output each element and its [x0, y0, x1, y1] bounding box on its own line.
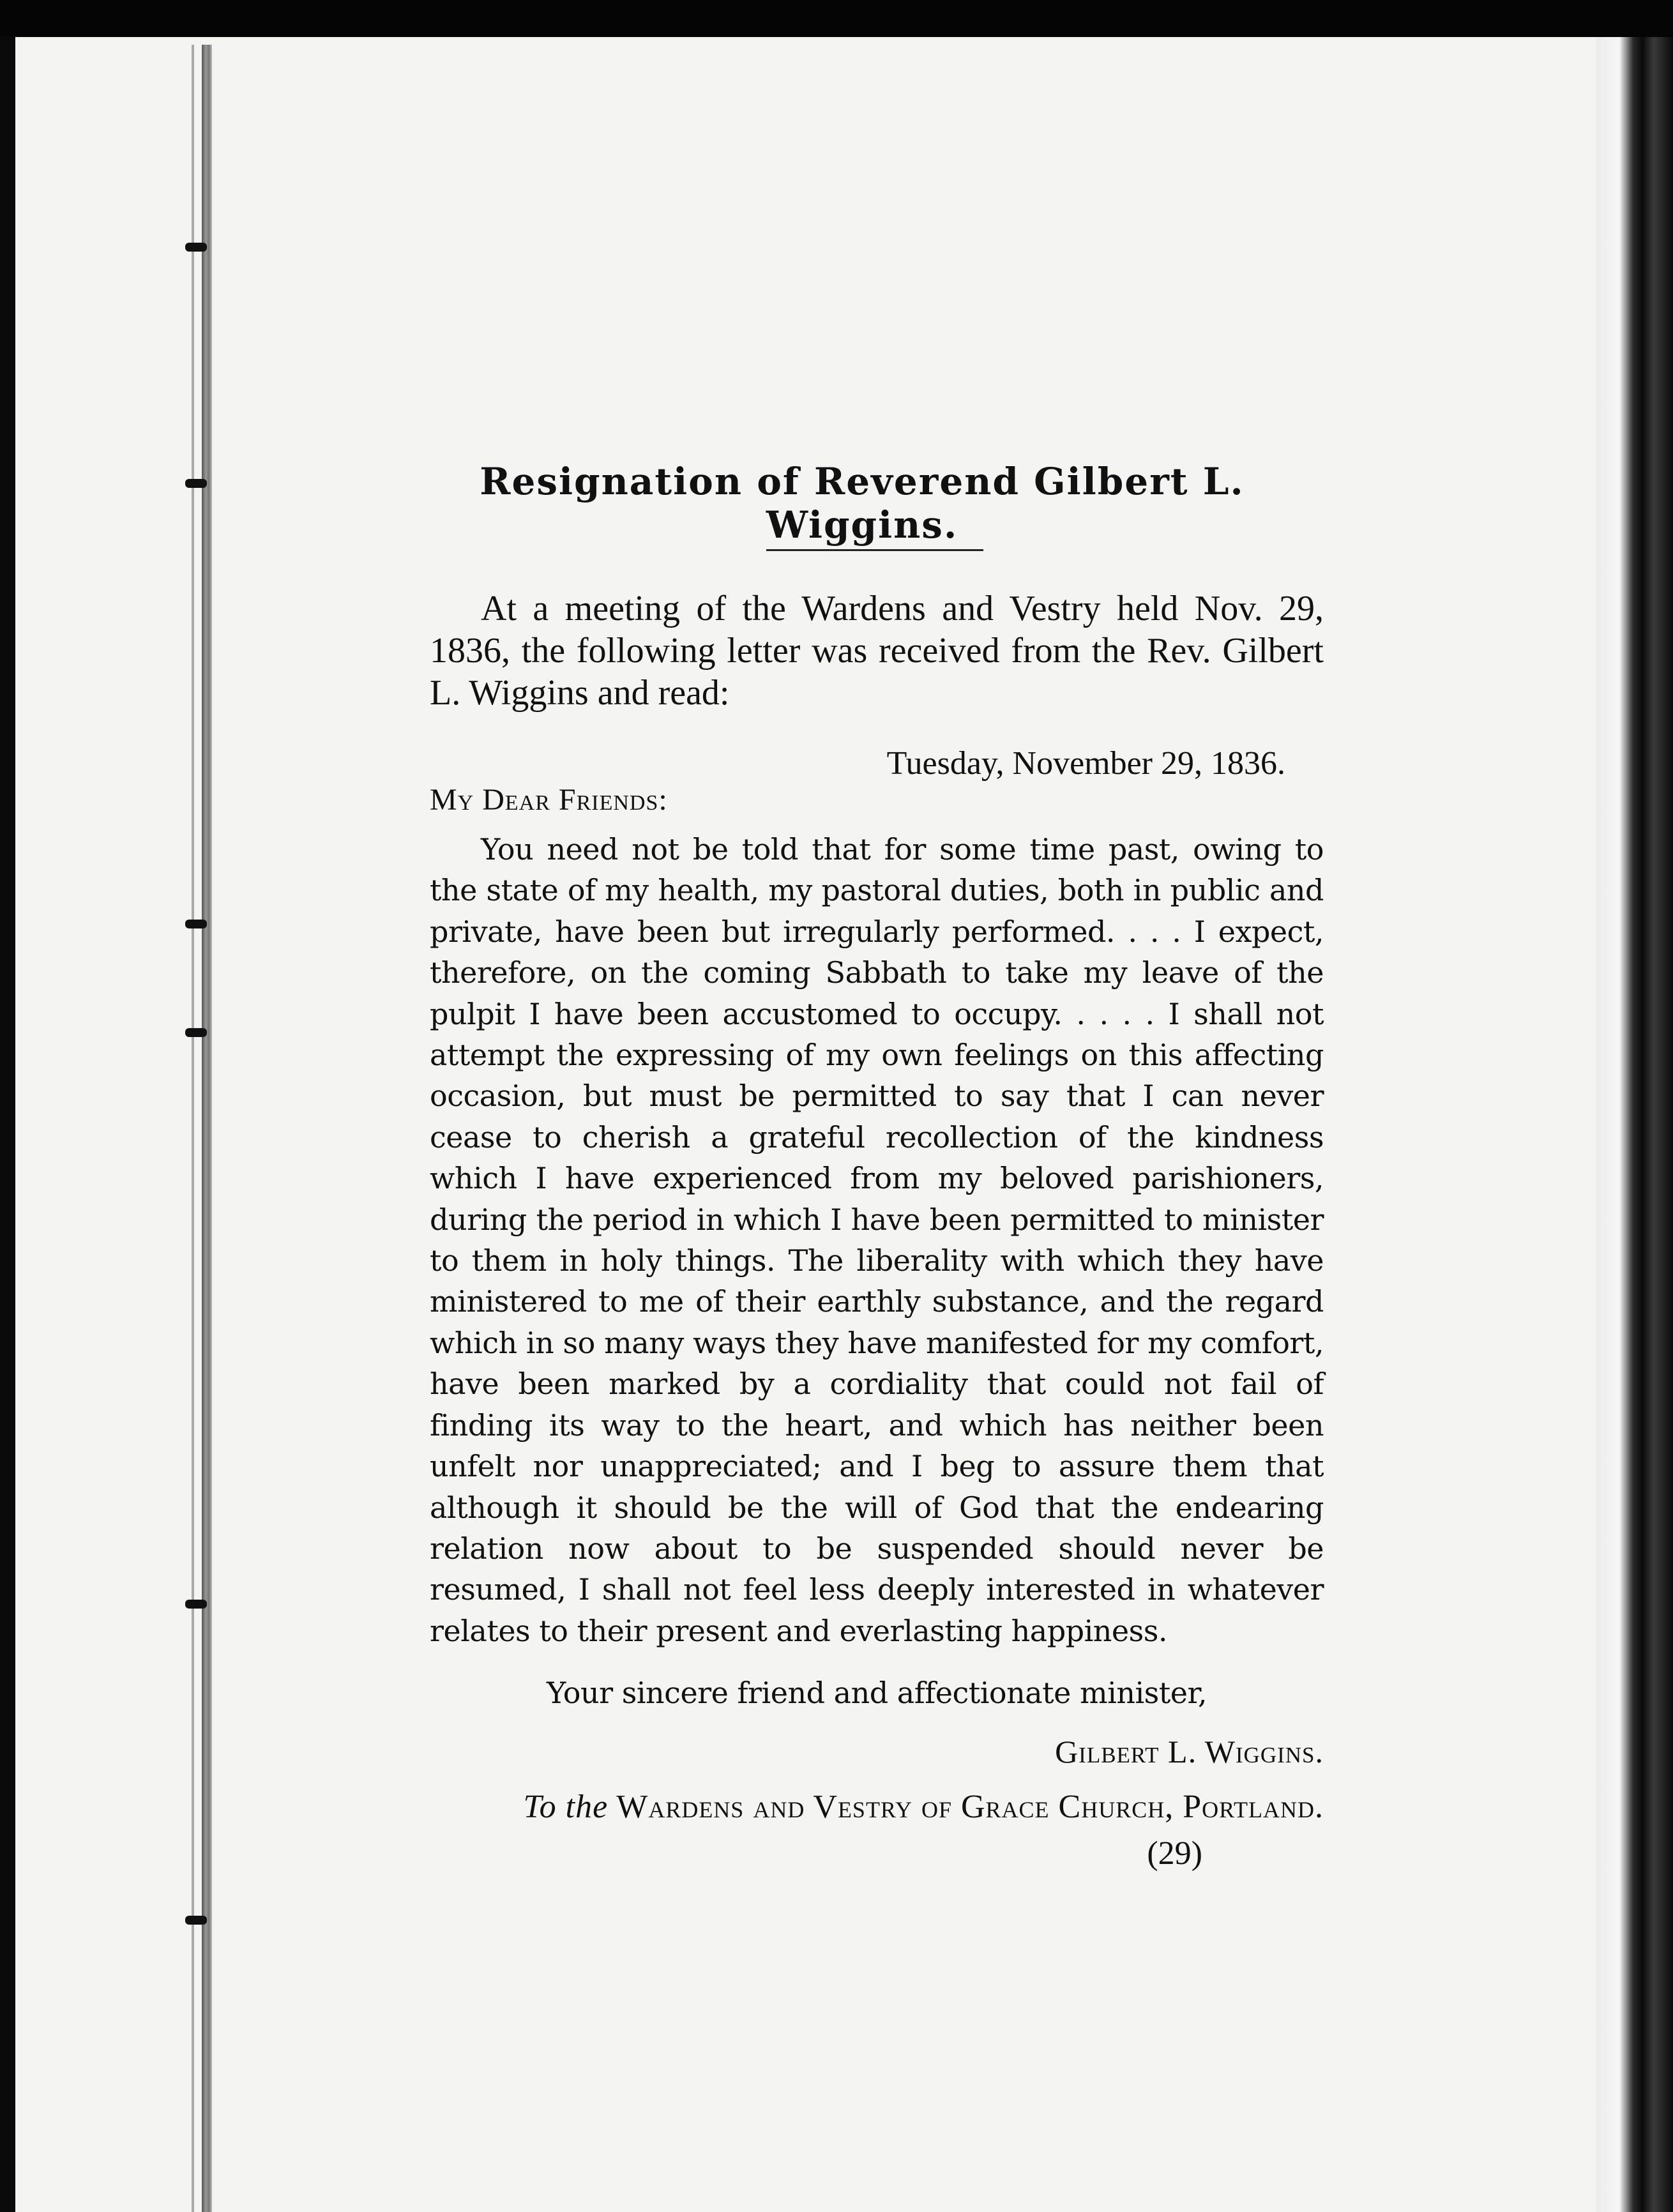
- letter-date: Tuesday, November 29, 1836.: [886, 745, 1285, 782]
- document-text: [430, 587, 1324, 1872]
- binding-stitch: [185, 920, 207, 928]
- letter-body: You need not be told that for some time past, owing to the state of my health, my pastoral duties, both in public and private, have been but irregularly performed. . . . I expect, therefore, on the coming Sabbath to take my leave of the pulpit I have been accustomed to occupy. . . . . I shall not attempt the expressing of my own feelings on this affecting occasion, but must be permitted to say that I can never cease to cherish a grateful recollection of the kindness which I have experienced from my beloved parishioners, during the period in which I have been permitted to minister to them in holy things. The liberality with which they have ministered to me of their earthly substance, and the regard which in so many ways they have manifested for my comfort, have been marked by a cordiality that could not fail of finding its way to the heart, and which has neither been unfelt nor unappreciated; and I beg to assure them that although it should be the will of God that the endearing relation now about to be suspended should never be resumed, I shall not feel less deeply interested in whatever relates to their present and everlasting happiness.: [430, 832, 1324, 1648]
- binding-stitch: [185, 1600, 207, 1609]
- title-divider: [766, 549, 983, 551]
- addressee-prefix: To the: [523, 1789, 609, 1826]
- binding-stitch: [185, 479, 207, 488]
- top-scan-border: [0, 0, 1673, 37]
- letter-signature: Gilbert L. Wiggins.: [1055, 1734, 1324, 1770]
- page-number: (29): [1147, 1835, 1202, 1872]
- page-title: Resignation of Reverend Gilbert L. Wiggins.: [480, 460, 1245, 547]
- letter-salutation: My Dear Friends:: [430, 783, 668, 817]
- binding-spine: [202, 45, 212, 2212]
- letter-addressee: [423, 1788, 1324, 1826]
- binding-stitch: [185, 1028, 207, 1037]
- binding-stitch: [185, 243, 207, 252]
- intro-paragraph: At a meeting of the Wardens and Vestry held Nov. 29, 1836, the following letter was received from the Rev. Gilbert L. Wiggins and read:: [430, 589, 1324, 713]
- letter-closing: Your sincere friend and affectionate minister,: [546, 1676, 1207, 1711]
- binding-stitch: [185, 1916, 207, 1925]
- addressee-name: Wardens and Vestry of Grace Church, Portland.: [616, 1789, 1324, 1826]
- binding-edge-line: [192, 45, 194, 2212]
- right-page-edge: [1596, 37, 1673, 2212]
